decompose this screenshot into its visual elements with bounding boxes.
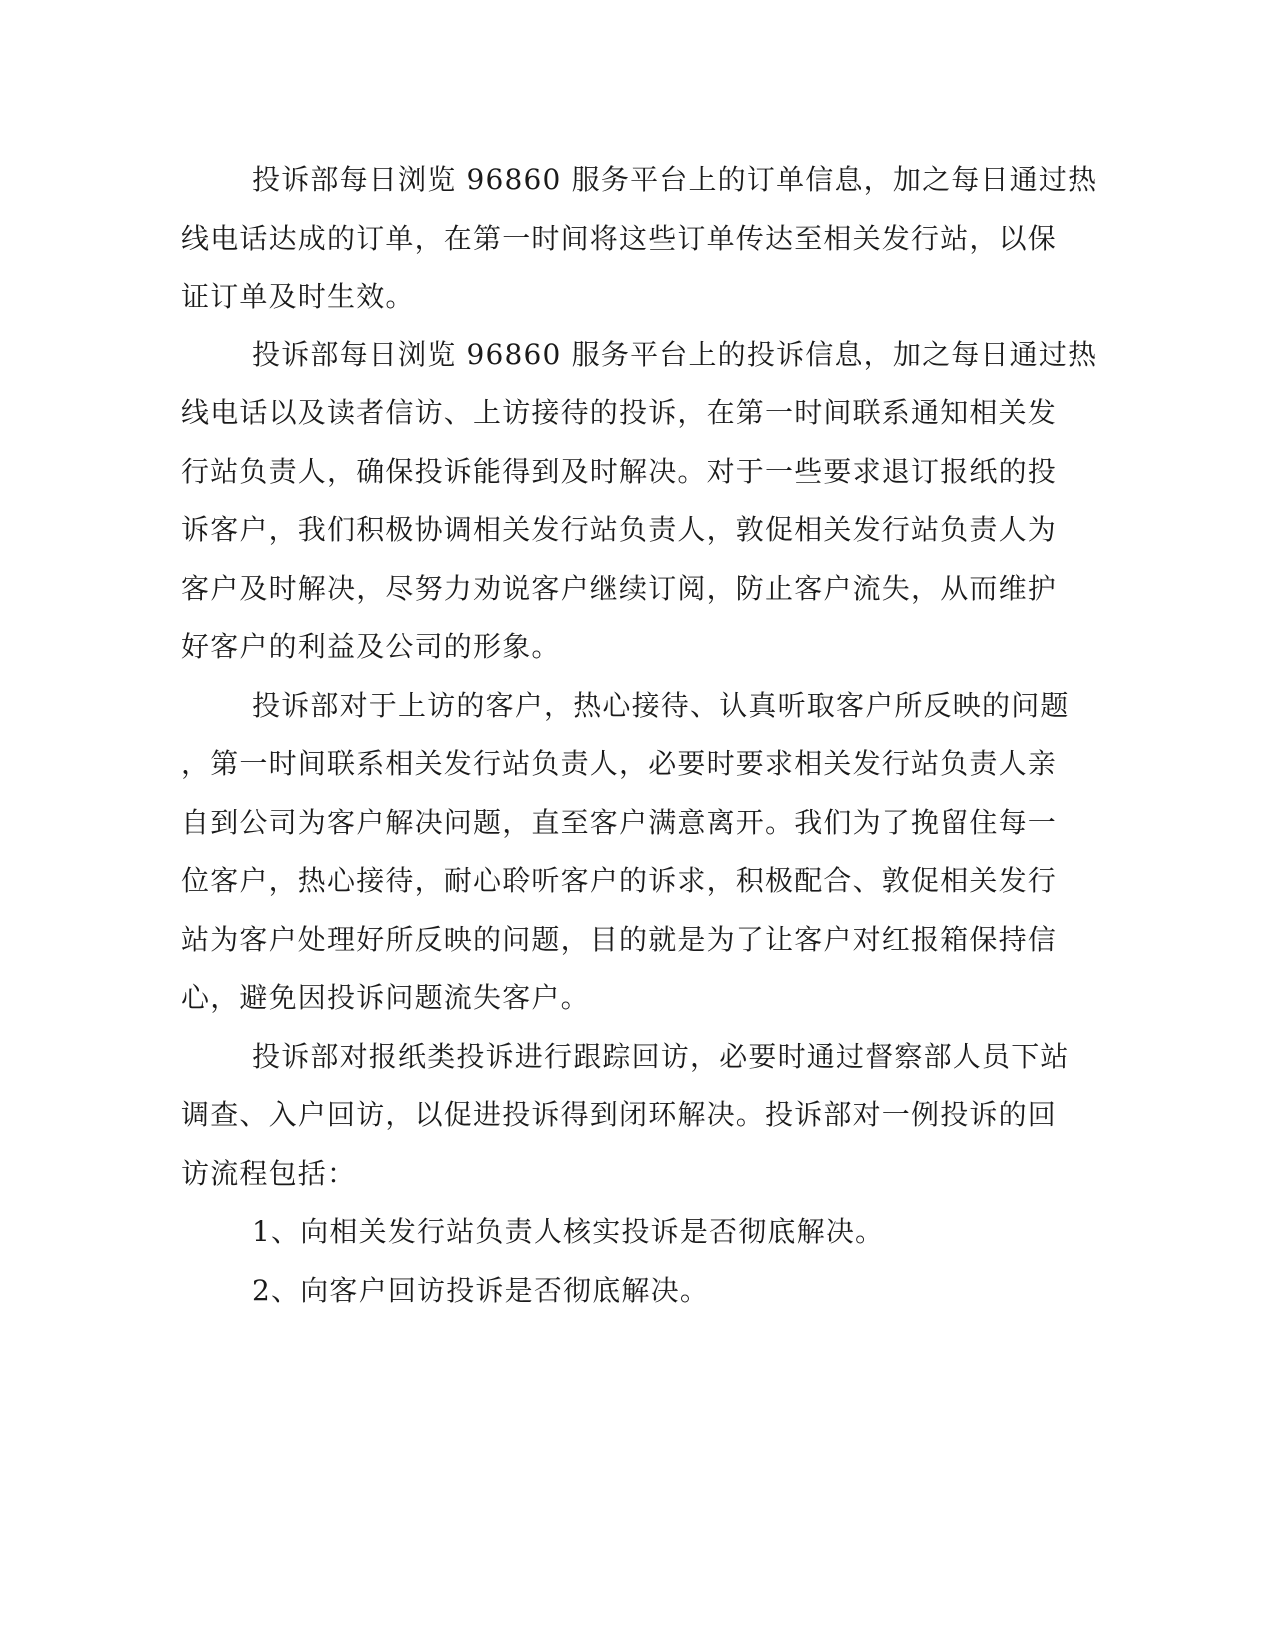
paragraph-2-line-6: 好客户的利益及公司的形象。 bbox=[181, 630, 561, 663]
paragraph-3-line-4: 位客户，热心接待，耐心聆听客户的诉求，积极配合、敦促相关发行 bbox=[181, 864, 1058, 897]
paragraph-2-line-5: 客户及时解决，尽努力劝说客户继续订阅，防止客户流失，从而维护 bbox=[181, 572, 1058, 605]
paragraph-1-line-3: 证订单及时生效。 bbox=[181, 280, 415, 313]
paragraph-3-line-3: 自到公司为客户解决问题，直至客户满意离开。我们为了挽留住每一 bbox=[181, 806, 1058, 839]
paragraph-1-line-2: 线电话达成的订单，在第一时间将这些订单传达至相关发行站，以保 bbox=[181, 222, 1058, 255]
paragraph-3-line-5: 站为客户处理好所反映的问题，目的就是为了让客户对红报箱保持信 bbox=[181, 923, 1058, 956]
paragraph-2-line-1: 投诉部每日浏览 96860 服务平台上的投诉信息，加之每日通过热 bbox=[252, 338, 1098, 371]
list-item-1: 1、向相关发行站负责人核实投诉是否彻底解决。 bbox=[252, 1215, 885, 1248]
paragraph-4-line-2: 调查、入户回访，以促进投诉得到闭环解决。投诉部对一例投诉的回 bbox=[181, 1098, 1058, 1131]
paragraph-1-line-1: 投诉部每日浏览 96860 服务平台上的订单信息，加之每日通过热 bbox=[252, 163, 1098, 196]
list-item-2: 2、向客户回访投诉是否彻底解决。 bbox=[252, 1274, 710, 1307]
paragraph-3-line-1: 投诉部对于上访的客户，热心接待、认真听取客户所反映的问题 bbox=[252, 689, 1070, 722]
paragraph-2-line-3: 行站负责人，确保投诉能得到及时解决。对于一些要求退订报纸的投 bbox=[181, 455, 1058, 488]
paragraph-4-line-3: 访流程包括： bbox=[181, 1157, 357, 1190]
paragraph-3-line-6: 心，避免因投诉问题流失客户。 bbox=[181, 981, 590, 1014]
paragraph-2-line-4: 诉客户，我们积极协调相关发行站负责人，敦促相关发行站负责人为 bbox=[181, 513, 1058, 546]
paragraph-4-line-1: 投诉部对报纸类投诉进行跟踪回访，必要时通过督察部人员下站 bbox=[252, 1040, 1070, 1073]
paragraph-3-line-2: ，第一时间联系相关发行站负责人，必要时要求相关发行站负责人亲 bbox=[181, 747, 1058, 780]
paragraph-2-line-2: 线电话以及读者信访、上访接待的投诉，在第一时间联系通知相关发 bbox=[181, 396, 1058, 429]
